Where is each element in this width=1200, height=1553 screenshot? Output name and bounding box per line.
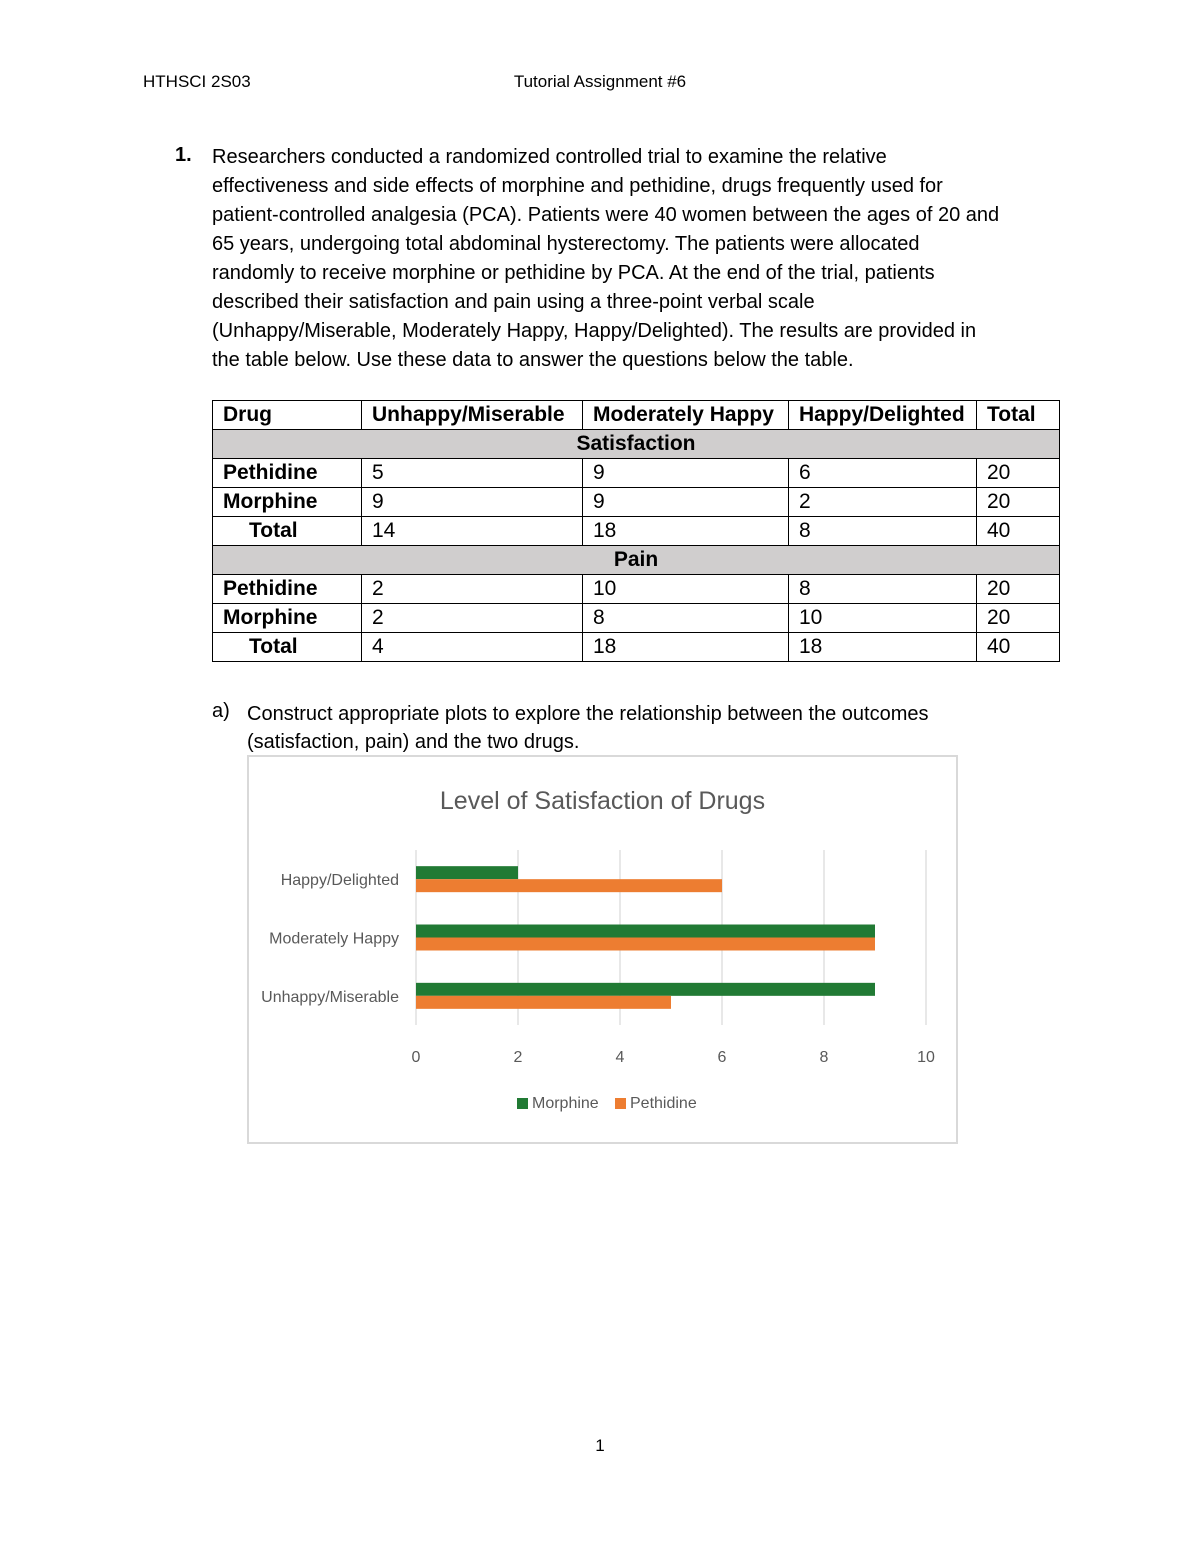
table-cell: 8 [789, 517, 977, 546]
question-text [212, 143, 1068, 375]
table-cell: 9 [362, 488, 583, 517]
table-cell: 20 [977, 459, 1060, 488]
subquestion-line: Construct appropriate plots to explore the relationship between the outcomes [247, 703, 929, 725]
table-cell: 40 [977, 633, 1060, 662]
bar-pethidine [416, 938, 875, 951]
question-line: 65 years, undergoing total abdominal hysterectomy. The patients were allocated [212, 233, 920, 255]
chart-title: Level of Satisfaction of Drugs [439, 787, 766, 815]
section-row [213, 430, 1060, 459]
table-cell: 2 [789, 488, 977, 517]
question-line: patient-controlled analgesia (PCA). Patients were 40 women between the ages of 20 and [212, 204, 1000, 226]
y-category-label: Moderately Happy [269, 930, 399, 948]
table-cell: 10 [583, 575, 789, 604]
table-cell: 20 [977, 575, 1060, 604]
x-tick-label: 10 [917, 1049, 935, 1066]
section-row [213, 546, 1060, 575]
header-cell: Unhappy/Miserable [362, 401, 583, 430]
table-cell: 9 [583, 488, 789, 517]
table-row [213, 575, 1060, 604]
course-code: HTHSCI 2S03 [143, 72, 251, 91]
table-cell: 5 [362, 459, 583, 488]
legend-swatch-pethidine [615, 1098, 626, 1109]
bar-pethidine [416, 879, 722, 892]
question-line: the table below. Use these data to answer the questions below the table. [212, 349, 854, 371]
legend-label-pethidine: Pethidine [630, 1095, 697, 1112]
row-label: Total [213, 633, 362, 662]
page-number: 1 [595, 1436, 605, 1455]
row-label: Total [213, 517, 362, 546]
x-tick-label: 2 [513, 1049, 523, 1066]
table-header-row [213, 401, 1060, 430]
row-label: Morphine [213, 488, 362, 517]
subquestion-label: a) [212, 700, 230, 722]
row-label: Morphine [213, 604, 362, 633]
row-label: Pethidine [213, 575, 362, 604]
table-cell: 20 [977, 488, 1060, 517]
x-tick-label: 4 [615, 1049, 625, 1066]
legend-swatch-morphine [517, 1098, 528, 1109]
question-line: described their satisfaction and pain using a three-point verbal scale [212, 291, 815, 313]
header-cell: Total [977, 401, 1060, 430]
satisfaction-chart [247, 755, 958, 1144]
results-table [212, 400, 1060, 662]
table-cell: 18 [583, 633, 789, 662]
question-line: (Unhappy/Miserable, Moderately Happy, Happy/Delighted). The results are provided in [212, 320, 977, 342]
question-number: 1. [175, 144, 192, 166]
x-tick-label: 6 [717, 1049, 727, 1066]
table-row [213, 517, 1060, 546]
bar-morphine [416, 866, 518, 879]
table-cell: 18 [789, 633, 977, 662]
assignment-title: Tutorial Assignment #6 [513, 72, 687, 91]
table-cell: 14 [362, 517, 583, 546]
header-cell: Moderately Happy [583, 401, 789, 430]
section-title-pain: Pain [213, 546, 1060, 575]
table-row [213, 633, 1060, 662]
table-row [213, 488, 1060, 517]
subquestion-line: (satisfaction, pain) and the two drugs. [247, 731, 580, 753]
chart-canvas [249, 757, 956, 1142]
row-label: Pethidine [213, 459, 362, 488]
table-cell: 8 [583, 604, 789, 633]
legend-label-morphine: Morphine [532, 1095, 599, 1112]
question-line: randomly to receive morphine or pethidine by PCA. At the end of the trial, patients [212, 262, 935, 284]
subquestion-text [247, 700, 1067, 756]
table-cell: 2 [362, 604, 583, 633]
header-cell: Drug [213, 401, 362, 430]
bar-morphine [416, 925, 875, 938]
table-cell: 18 [583, 517, 789, 546]
bar-morphine [416, 983, 875, 996]
table-cell: 20 [977, 604, 1060, 633]
table-cell: 4 [362, 633, 583, 662]
question-line: Researchers conducted a randomized controlled trial to examine the relative [212, 146, 887, 168]
header-cell: Happy/Delighted [789, 401, 977, 430]
x-tick-label: 8 [819, 1049, 829, 1066]
question-line: effectiveness and side effects of morphine and pethidine, drugs frequently used for [212, 175, 943, 197]
table-cell: 8 [789, 575, 977, 604]
table-cell: 10 [789, 604, 977, 633]
table-cell: 40 [977, 517, 1060, 546]
section-title-satisfaction: Satisfaction [213, 430, 1060, 459]
table-cell: 9 [583, 459, 789, 488]
table-row [213, 604, 1060, 633]
x-tick-label: 0 [411, 1049, 421, 1066]
y-category-label: Unhappy/Miserable [261, 988, 399, 1006]
table-row [213, 459, 1060, 488]
table-cell: 2 [362, 575, 583, 604]
table-cell: 6 [789, 459, 977, 488]
bar-pethidine [416, 996, 671, 1009]
y-category-label: Happy/Delighted [280, 872, 399, 890]
